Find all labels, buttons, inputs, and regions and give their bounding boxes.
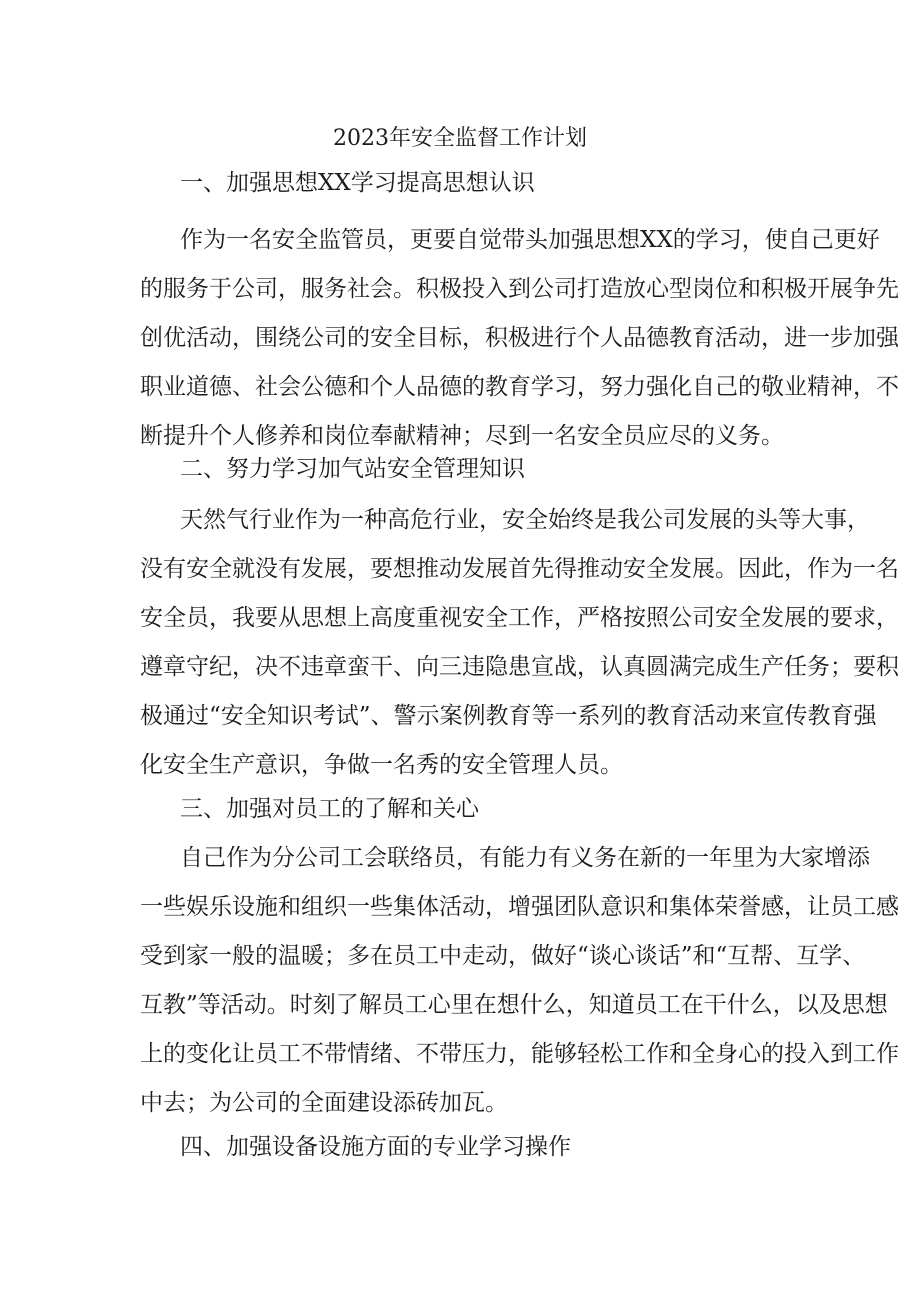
paragraph-line: 极通过“安全知识考试”、警示案例教育等一系列的教育活动来宣传教育强 <box>140 703 877 729</box>
paragraph-line: 自己作为分公司工会联络员，有能力有义务在新的一年里为大家增添 <box>180 845 870 871</box>
section-heading-4: 四、加强设备设施方面的专业学习操作 <box>180 1134 571 1160</box>
paragraph-line: 化安全生产意识，争做一名秀的安全管理人员。 <box>140 752 623 778</box>
document-title: 2023年安全监督工作计划 <box>333 126 587 151</box>
paragraph-line: 中去；为公司的全面建设添砖加瓦。 <box>140 1090 508 1116</box>
paragraph-line: 的服务于公司，服务社会。积极投入到公司打造放心型岗位和积极开展争先 <box>140 276 899 302</box>
section-paragraph-2 <box>140 496 899 790</box>
paragraph-line: 一些娱乐设施和组织一些集体活动，增强团队意识和集体荣誉感，让员工感 <box>140 894 899 920</box>
section-heading-3: 三、加强对员工的了解和关心 <box>180 796 479 822</box>
paragraph-line: 受到家一般的温暖；多在员工中走动，做好“谈心谈话”和“互帮、互学、 <box>140 943 866 969</box>
paragraph-line: 互教”等活动。时刻了解员工心里在想什么，知道员工在干什么，以及思想 <box>140 992 888 1018</box>
paragraph-line: 天然气行业作为一种高危行业，安全始终是我公司发展的头等大事， <box>180 507 870 533</box>
paragraph-line: 安全员，我要从思想上高度重视安全工作，严格按照公司安全发展的要求， <box>140 605 899 631</box>
paragraph-line: 上的变化让员工不带情绪、不带压力，能够轻松工作和全身心的投入到工作 <box>140 1041 899 1067</box>
paragraph-line: 遵章守纪，决不违章蛮干、向三违隐患宣战，认真圆满完成生产任务；要积 <box>140 654 899 680</box>
paragraph-line: 断提升个人修养和岗位奉献精神；尽到一名安全员应尽的义务。 <box>140 423 784 449</box>
section-heading-1: 一、加强思想XX学习提高思想认识 <box>180 170 535 196</box>
section-paragraph-1 <box>140 216 899 461</box>
paragraph-line: 没有安全就没有发展，要想推动发展首先得推动安全发展。因此，作为一名 <box>140 556 899 582</box>
paragraph-line: 职业道德、社会公德和个人品德的教育学习，努力强化自己的敬业精神，不 <box>140 374 899 400</box>
section-paragraph-3 <box>140 834 899 1128</box>
section-heading-2: 二、努力学习加气站安全管理知识 <box>180 456 525 482</box>
paragraph-line: 创优活动，围绕公司的安全目标，积极进行个人品德教育活动，进一步加强 <box>140 325 899 351</box>
paragraph-line: 作为一名安全监管员，更要自觉带头加强思想XX的学习，使自己更好 <box>180 227 880 253</box>
